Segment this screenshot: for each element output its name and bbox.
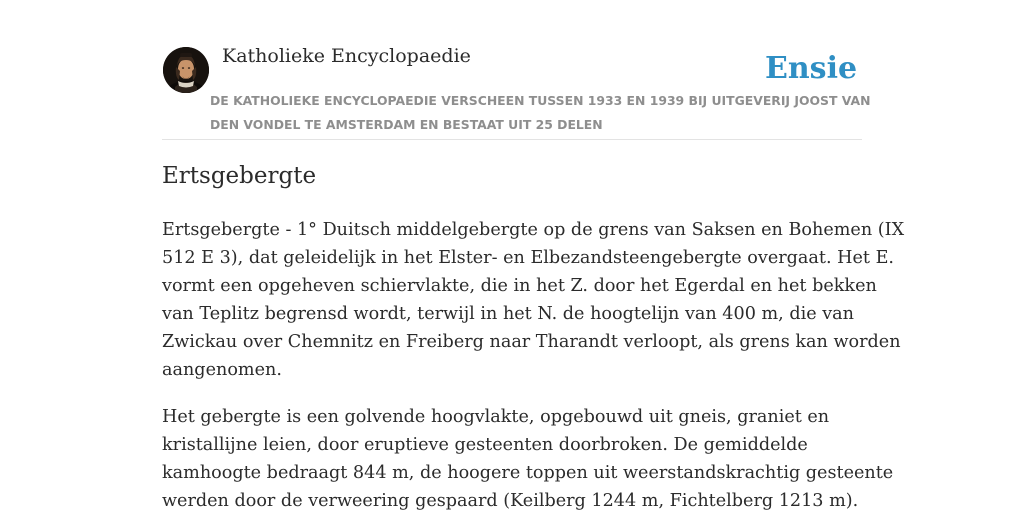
paragraph-line: Zwickau over Chemnitz en Freiberg naar Tharandt verloopt, als grens kan worden: [162, 332, 901, 352]
source-title[interactable]: Katholieke Encyclopaedie: [222, 45, 471, 67]
paragraph-line: Het gebergte is een golvende hoogvlakte, opgebouwd uit gneis, graniet en: [162, 407, 830, 427]
paragraph-line: vormt een opgeheven schiervlakte, die in het Z. door het Egerdal en het bekken: [162, 276, 877, 296]
paragraph-line: van Teplitz begrensd wordt, terwijl in het N. de hoogtelijn van 400 m, die van: [162, 304, 855, 324]
description-line: DEN VONDEL TE AMSTERDAM EN BESTAAT UIT 25 DELEN: [210, 117, 603, 132]
paragraph-line: 512 E 3), dat geleidelijk in het Elster- en Elbezandsteengebergte overgaat. Het E.: [162, 248, 895, 268]
ensie-logo-link[interactable]: Ensie: [765, 51, 858, 86]
article-title: Ertsgebergte: [162, 163, 317, 189]
paragraph-line: werden door de verweering gespaard (Keilberg 1244 m, Fichtelberg 1213 m).: [162, 491, 859, 511]
paragraph-line: Ertsgebergte - 1° Duitsch middelgebergte op de grens van Saksen en Bohemen (IX: [162, 220, 905, 240]
paragraph-line: kamhoogte bedraagt 844 m, de hoogere toppen uit weerstandskrachtig gesteente: [162, 463, 894, 483]
header-divider: [162, 139, 862, 140]
source-description: [162, 89, 871, 137]
paragraph-line: kristallijne leien, door eruptieve gesteenten doorbroken. De gemiddelde: [162, 435, 808, 455]
source-avatar[interactable]: [163, 47, 209, 93]
paragraph-line: aangenomen.: [162, 360, 282, 380]
portrait-icon: [163, 47, 209, 93]
description-line: DE KATHOLIEKE ENCYCLOPAEDIE VERSCHEEN TUSSEN 1933 EN 1939 BIJ UITGEVERIJ JOOST VAN: [210, 93, 871, 108]
article-paragraph: [162, 403, 894, 512]
article-paragraph: [162, 216, 905, 384]
